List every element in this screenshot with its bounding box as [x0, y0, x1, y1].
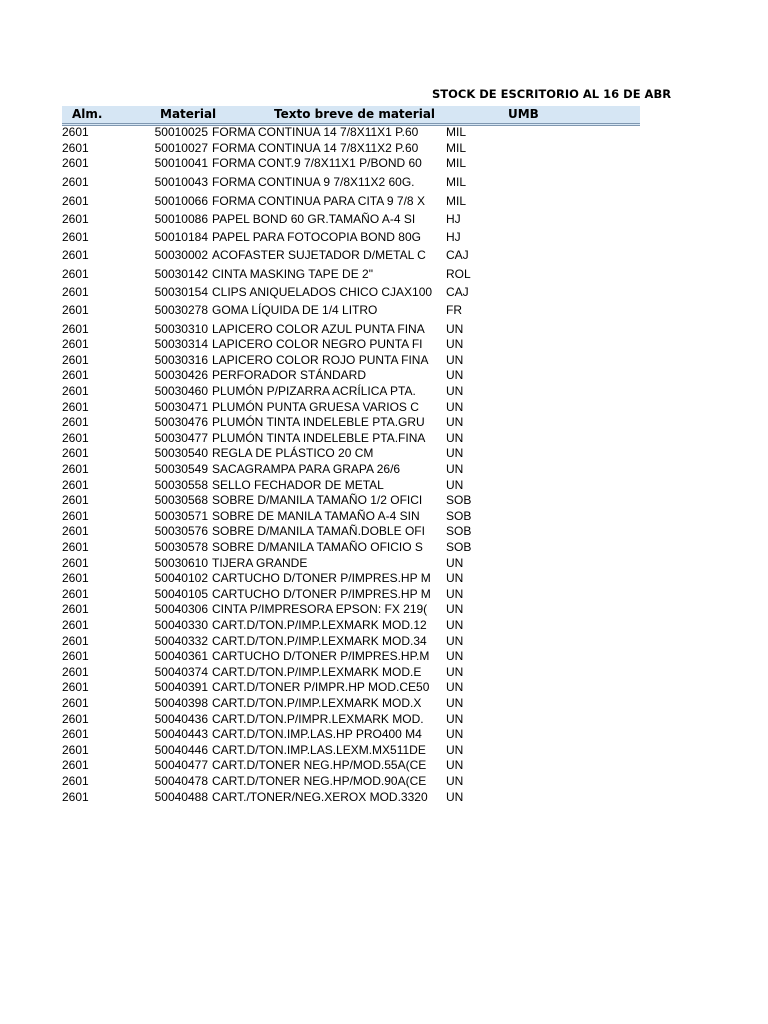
cell-umb[interactable]: MIL: [446, 156, 467, 171]
cell-texto[interactable]: CARTUCHO D/TONER P/IMPRES.HP M: [212, 586, 431, 601]
cell-texto[interactable]: FORMA CONT.9 7/8X11X1 P/BOND 60: [212, 156, 422, 171]
cell-umb[interactable]: UN: [446, 680, 464, 695]
cell-alm[interactable]: 2601: [62, 337, 89, 352]
cell-texto[interactable]: CART.D/TONER NEG.HP/MOD.55A(CE: [212, 758, 427, 773]
cell-alm[interactable]: 2601: [62, 140, 89, 155]
cell-texto[interactable]: CART.D/TON.P/IMP.LEXMARK MOD.E: [212, 664, 422, 679]
cell-umb[interactable]: FR: [446, 303, 462, 318]
table-row[interactable]: [0, 194, 578, 209]
cell-alm[interactable]: 2601: [62, 540, 89, 554]
table-row[interactable]: [0, 493, 578, 508]
cell-material[interactable]: 50010025: [154, 125, 208, 139]
cell-texto[interactable]: ACOFASTER SUJETADOR D/METAL C: [212, 248, 426, 263]
cell-alm[interactable]: 2601: [62, 156, 89, 171]
cell-texto[interactable]: PLUMÓN PUNTA GRUESA VARIOS C: [212, 399, 419, 414]
cell-alm[interactable]: 2601: [62, 664, 89, 679]
cell-umb[interactable]: UN: [446, 384, 464, 398]
cell-material[interactable]: 50040105: [154, 586, 208, 601]
cell-texto[interactable]: SELLO FECHADOR DE METAL: [212, 477, 384, 492]
cell-texto[interactable]: LAPICERO COLOR ROJO PUNTA FINA: [212, 352, 429, 367]
cell-umb[interactable]: UN: [446, 758, 464, 773]
cell-texto[interactable]: CARTUCHO D/TONER P/IMPRES.HP M: [212, 571, 431, 586]
cell-texto[interactable]: REGLA DE PLÁSTICO 20 CM: [212, 446, 374, 461]
table-row[interactable]: [0, 400, 578, 415]
cell-material[interactable]: 50030278: [154, 303, 208, 318]
table-row[interactable]: [0, 267, 578, 282]
table-row[interactable]: [0, 618, 578, 633]
table-row[interactable]: [0, 665, 578, 680]
cell-material[interactable]: 50030558: [154, 477, 208, 492]
cell-texto[interactable]: FORMA CONTINUA 14 7/8X11X1 P.60: [212, 125, 419, 139]
cell-material[interactable]: 50030576: [154, 524, 208, 539]
cell-alm[interactable]: 2601: [62, 602, 89, 617]
cell-material[interactable]: 50040477: [154, 758, 208, 773]
cell-alm[interactable]: 2601: [62, 446, 89, 461]
cell-material[interactable]: 50030571: [154, 508, 208, 523]
cell-material[interactable]: 50030477: [154, 430, 208, 445]
cell-material[interactable]: 50040488: [154, 789, 208, 804]
table-row[interactable]: [0, 175, 578, 190]
cell-texto[interactable]: PLUMÓN TINTA INDELEBLE PTA.FINA: [212, 430, 426, 445]
cell-texto[interactable]: PAPEL PARA FOTOCOPIA BOND 80G: [212, 230, 421, 245]
cell-alm[interactable]: 2601: [62, 555, 89, 570]
cell-texto[interactable]: SACAGRAMPA PARA GRAPA 26/6: [212, 462, 401, 476]
cell-texto[interactable]: CART.D/TON.P/IMPR.LEXMARK MOD.: [212, 711, 424, 726]
cell-umb[interactable]: UN: [446, 352, 464, 367]
cell-texto[interactable]: LAPICERO COLOR AZUL PUNTA FINA: [212, 321, 425, 336]
cell-umb[interactable]: SOB: [446, 508, 472, 523]
cell-texto[interactable]: CART.D/TON.P/IMP.LEXMARK MOD.34: [212, 633, 427, 648]
cell-umb[interactable]: CAJ: [446, 285, 469, 299]
table-row[interactable]: [0, 384, 578, 399]
cell-umb[interactable]: UN: [446, 586, 464, 601]
cell-alm[interactable]: 2601: [62, 524, 89, 539]
cell-alm[interactable]: 2601: [62, 321, 89, 336]
table-row[interactable]: [0, 248, 578, 263]
cell-material[interactable]: 50030310: [154, 321, 208, 336]
cell-umb[interactable]: UN: [446, 368, 464, 383]
cell-material[interactable]: 50040361: [154, 649, 208, 664]
cell-alm[interactable]: 2601: [62, 399, 89, 414]
table-row[interactable]: [0, 478, 578, 493]
cell-material[interactable]: 50040443: [154, 727, 208, 742]
column-header-material[interactable]: Material: [160, 107, 217, 121]
cell-texto[interactable]: CART.D/TON.IMP.LAS.LEXM.MX511DE: [212, 742, 426, 757]
cell-alm[interactable]: 2601: [62, 368, 89, 383]
table-row[interactable]: [0, 125, 578, 140]
cell-material[interactable]: 50030002: [154, 248, 208, 263]
cell-alm[interactable]: 2601: [62, 742, 89, 757]
cell-texto[interactable]: LAPICERO COLOR NEGRO PUNTA FI: [212, 337, 423, 352]
cell-texto[interactable]: SOBRE D/MANILA TAMAÑ.DOBLE OFI: [212, 524, 425, 539]
cell-material[interactable]: 50030549: [154, 462, 208, 476]
cell-texto[interactable]: CART.D/TONER NEG.HP/MOD.90A(CE: [212, 774, 427, 788]
cell-alm[interactable]: 2601: [62, 285, 89, 299]
cell-umb[interactable]: UN: [446, 618, 464, 632]
table-row[interactable]: [0, 446, 578, 461]
cell-alm[interactable]: 2601: [62, 586, 89, 601]
cell-material[interactable]: 50040330: [154, 618, 208, 632]
cell-alm[interactable]: 2601: [62, 175, 89, 190]
cell-umb[interactable]: UN: [446, 415, 464, 430]
cell-material[interactable]: 50030314: [154, 337, 208, 352]
cell-umb[interactable]: UN: [446, 446, 464, 461]
cell-material[interactable]: 50030568: [154, 493, 208, 508]
cell-texto[interactable]: FORMA CONTINUA 9 7/8X11X2 60G.: [212, 175, 415, 190]
cell-umb[interactable]: UN: [446, 399, 464, 414]
cell-umb[interactable]: UN: [446, 321, 464, 336]
cell-texto[interactable]: FORMA CONTINUA PARA CITA 9 7/8 X: [212, 193, 425, 208]
cell-alm[interactable]: 2601: [62, 248, 89, 263]
cell-alm[interactable]: 2601: [62, 633, 89, 648]
table-row[interactable]: [0, 680, 578, 695]
table-row[interactable]: [0, 212, 578, 227]
cell-alm[interactable]: 2601: [62, 789, 89, 804]
cell-material[interactable]: 50030476: [154, 415, 208, 430]
table-row[interactable]: [0, 353, 578, 368]
cell-material[interactable]: 50030460: [154, 384, 208, 398]
cell-texto[interactable]: CLIPS ANIQUELADOS CHICO CJAX100: [212, 285, 433, 299]
cell-texto[interactable]: FORMA CONTINUA 14 7/8X11X2 P.60: [212, 140, 419, 155]
cell-alm[interactable]: 2601: [62, 571, 89, 586]
cell-material[interactable]: 50030471: [154, 399, 208, 414]
cell-alm[interactable]: 2601: [62, 125, 89, 139]
table-row[interactable]: [0, 790, 578, 805]
table-row[interactable]: [0, 712, 578, 727]
cell-umb[interactable]: UN: [446, 633, 464, 648]
cell-texto[interactable]: PLUMÓN P/PIZARRA ACRÍLICA PTA.: [212, 384, 416, 398]
cell-umb[interactable]: HJ: [446, 230, 461, 245]
cell-alm[interactable]: 2601: [62, 266, 89, 281]
cell-texto[interactable]: PLUMÓN TINTA INDELEBLE PTA.GRU: [212, 415, 425, 430]
cell-texto[interactable]: PAPEL BOND 60 GR.TAMAÑO A-4 SI: [212, 211, 416, 226]
cell-umb[interactable]: UN: [446, 337, 464, 352]
cell-texto[interactable]: PERFORADOR STÁNDARD: [212, 368, 367, 383]
cell-umb[interactable]: UN: [446, 555, 464, 570]
table-row[interactable]: [0, 337, 578, 352]
cell-material[interactable]: 50030426: [154, 368, 208, 383]
cell-material[interactable]: 50040102: [154, 571, 208, 586]
cell-umb[interactable]: UN: [446, 789, 464, 804]
cell-texto[interactable]: CINTA MASKING TAPE DE 2": [212, 266, 373, 281]
cell-material[interactable]: 50030610: [154, 555, 208, 570]
report-title: STOCK DE ESCRITORIO AL 16 DE ABR: [432, 87, 672, 101]
cell-alm[interactable]: 2601: [62, 211, 89, 226]
cell-alm[interactable]: 2601: [62, 758, 89, 773]
cell-material[interactable]: 50040436: [154, 711, 208, 726]
cell-texto[interactable]: CART.D/TON.P/IMP.LEXMARK MOD.12: [212, 618, 427, 632]
cell-material[interactable]: 50030540: [154, 446, 208, 461]
table-row[interactable]: [0, 230, 578, 245]
cell-umb[interactable]: ROL: [446, 266, 471, 281]
cell-material[interactable]: 50010066: [154, 193, 208, 208]
cell-material[interactable]: 50010086: [154, 211, 208, 226]
cell-umb[interactable]: MIL: [446, 193, 467, 208]
cell-texto[interactable]: CART.D/TONER P/IMPR.HP MOD.CE50: [212, 680, 430, 695]
cell-umb[interactable]: UN: [446, 602, 464, 617]
cell-umb[interactable]: MIL: [446, 125, 467, 139]
cell-texto[interactable]: CINTA P/IMPRESORA EPSON: FX 219(: [212, 602, 428, 617]
cell-material[interactable]: 50010184: [154, 230, 208, 245]
cell-umb[interactable]: SOB: [446, 524, 472, 539]
cell-alm[interactable]: 2601: [62, 384, 89, 398]
table-row[interactable]: [0, 322, 578, 337]
cell-umb[interactable]: MIL: [446, 175, 467, 190]
cell-umb[interactable]: UN: [446, 664, 464, 679]
cell-umb[interactable]: CAJ: [446, 248, 469, 263]
cell-umb[interactable]: SOB: [446, 540, 472, 554]
table-row[interactable]: [0, 431, 578, 446]
table-row[interactable]: [0, 415, 578, 430]
cell-alm[interactable]: 2601: [62, 649, 89, 664]
cell-texto[interactable]: CART.D/TON.P/IMP.LEXMARK MOD.X: [212, 696, 422, 710]
cell-alm[interactable]: 2601: [62, 493, 89, 508]
cell-texto[interactable]: SOBRE D/MANILA TAMAÑO 1/2 OFICI: [212, 493, 423, 508]
cell-alm[interactable]: 2601: [62, 618, 89, 632]
cell-material[interactable]: 50030154: [154, 285, 208, 299]
table-row[interactable]: [0, 509, 578, 524]
cell-alm[interactable]: 2601: [62, 774, 89, 788]
cell-material[interactable]: 50040332: [154, 633, 208, 648]
cell-umb[interactable]: MIL: [446, 140, 467, 155]
cell-texto[interactable]: CART.D/TON.IMP.LAS.HP PRO400 M4: [212, 727, 422, 742]
cell-alm[interactable]: 2601: [62, 352, 89, 367]
cell-texto[interactable]: GOMA LÍQUIDA DE 1/4 LITRO: [212, 303, 378, 318]
cell-umb[interactable]: UN: [446, 430, 464, 445]
cell-texto[interactable]: SOBRE DE MANILA TAMAÑO A-4 SIN: [212, 508, 420, 523]
cell-umb[interactable]: UN: [446, 711, 464, 726]
table-row[interactable]: [0, 141, 578, 156]
table-row[interactable]: [0, 696, 578, 711]
table-row[interactable]: [0, 758, 578, 773]
cell-texto[interactable]: TIJERA GRANDE: [212, 555, 308, 570]
cell-texto[interactable]: SOBRE D/MANILA TAMAÑO OFICIO S: [212, 540, 423, 554]
cell-alm[interactable]: 2601: [62, 230, 89, 245]
cell-umb[interactable]: UN: [446, 696, 464, 710]
table-row[interactable]: [0, 462, 578, 477]
cell-umb[interactable]: SOB: [446, 493, 472, 508]
table-row[interactable]: [0, 368, 578, 383]
cell-alm[interactable]: 2601: [62, 696, 89, 710]
table-row[interactable]: [0, 524, 578, 539]
cell-material[interactable]: 50040374: [154, 664, 208, 679]
cell-alm[interactable]: 2601: [62, 430, 89, 445]
cell-material[interactable]: 50040446: [154, 742, 208, 757]
cell-alm[interactable]: 2601: [62, 711, 89, 726]
table-row[interactable]: [0, 587, 578, 602]
cell-alm[interactable]: 2601: [62, 415, 89, 430]
cell-material[interactable]: 50010027: [154, 140, 208, 155]
column-header-texto[interactable]: Texto breve de material: [274, 107, 436, 121]
table-row[interactable]: [0, 285, 578, 300]
cell-material[interactable]: 50040391: [154, 680, 208, 695]
column-header-umb[interactable]: UMB: [508, 107, 539, 121]
cell-alm[interactable]: 2601: [62, 680, 89, 695]
table-row[interactable]: [0, 743, 578, 758]
cell-alm[interactable]: 2601: [62, 303, 89, 318]
table-row[interactable]: [0, 774, 578, 789]
cell-umb[interactable]: UN: [446, 571, 464, 586]
cell-material[interactable]: 50040306: [154, 602, 208, 617]
table-row[interactable]: [0, 540, 578, 555]
cell-umb[interactable]: UN: [446, 727, 464, 742]
cell-alm[interactable]: 2601: [62, 477, 89, 492]
table-row[interactable]: [0, 634, 578, 649]
cell-alm[interactable]: 2601: [62, 508, 89, 523]
cell-material[interactable]: 50010043: [154, 175, 208, 190]
cell-umb[interactable]: UN: [446, 649, 464, 664]
cell-umb[interactable]: UN: [446, 462, 464, 476]
table-row[interactable]: [0, 556, 578, 571]
cell-texto[interactable]: CARTUCHO D/TONER P/IMPRES.HP.M: [212, 649, 430, 664]
cell-umb[interactable]: UN: [446, 477, 464, 492]
cell-texto[interactable]: CART./TONER/NEG.XEROX MOD.3320: [212, 789, 428, 804]
cell-umb[interactable]: HJ: [446, 211, 461, 226]
cell-alm[interactable]: 2601: [62, 462, 89, 476]
table-row[interactable]: [0, 649, 578, 664]
cell-umb[interactable]: UN: [446, 742, 464, 757]
cell-umb[interactable]: UN: [446, 774, 464, 788]
cell-alm[interactable]: 2601: [62, 193, 89, 208]
table-row[interactable]: [0, 571, 578, 586]
cell-material[interactable]: 50030316: [154, 352, 208, 367]
table-row[interactable]: [0, 303, 578, 318]
cell-alm[interactable]: 2601: [62, 727, 89, 742]
cell-material[interactable]: 50010041: [154, 156, 208, 171]
cell-material[interactable]: 50030578: [154, 540, 208, 554]
cell-material[interactable]: 50040398: [154, 696, 208, 710]
table-row[interactable]: [0, 602, 578, 617]
column-header-alm[interactable]: Alm.: [72, 107, 103, 121]
cell-material[interactable]: 50030142: [154, 266, 208, 281]
table-row[interactable]: [0, 156, 578, 171]
table-row[interactable]: [0, 727, 578, 742]
cell-material[interactable]: 50040478: [154, 774, 208, 788]
